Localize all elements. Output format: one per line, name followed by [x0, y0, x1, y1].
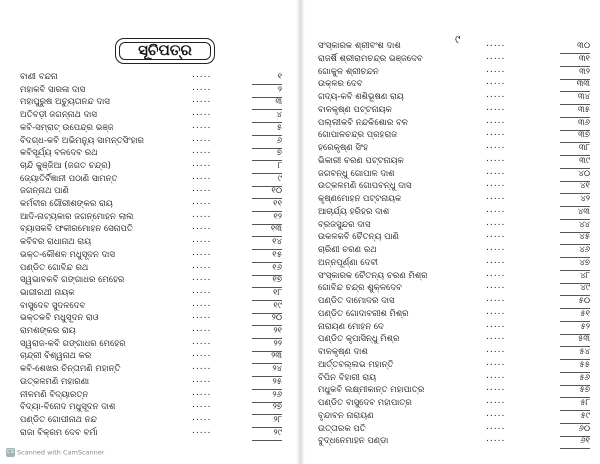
entry-page-number: ୩୯	[579, 155, 590, 166]
dot-leader: .....	[192, 235, 212, 246]
entry-page-number: ୨୫	[272, 376, 282, 387]
entry-title: ଗୋପାଳଚନ୍ଦ୍ର ପ୍ରହରାଜ	[318, 130, 398, 141]
dot-leader: .....	[192, 146, 212, 157]
entry-title: ପଣ୍ଡିତ ଦାମୋଦର ଦାସ	[318, 296, 395, 306]
dot-leader: .....	[486, 332, 506, 343]
entry-title: ଜଗନ୍ନାଥ ପାଣି	[20, 186, 69, 197]
entry-title: ଭକ୍ତକବି ମଧୁସୂଦନ ରାଓ	[20, 313, 99, 324]
entry-page-number: ୫୫	[579, 359, 590, 370]
dot-leader: .....	[486, 192, 506, 202]
page-title: ସୂଚିପତ୍ର	[138, 41, 192, 59]
entry-page-number: ୫୬	[579, 372, 590, 383]
dot-leader: .....	[486, 90, 506, 100]
entry-page-number: ୩୬	[577, 117, 590, 128]
entry-page-number: ୬୦	[578, 423, 590, 434]
dot-leader: .....	[486, 166, 506, 177]
entry-title: ଆର୍ତ୍ତବଲ୍ଲଭ ମହାନ୍ତି	[318, 359, 394, 370]
dot-leader: .....	[192, 273, 212, 284]
entry-title: ବ୍ରଜସୁନ୍ଦର ଦାସ	[318, 219, 371, 230]
dot-leader: .....	[486, 357, 506, 368]
entry-page-number: ୨୩	[271, 351, 282, 362]
dot-leader: .....	[192, 336, 212, 347]
entry-page-number: ୪	[276, 110, 282, 121]
dot-leader: .....	[192, 374, 212, 385]
entry-page-number: ୧୪	[272, 237, 282, 248]
entry-page-number: ୪୩	[577, 206, 590, 217]
dot-leader: .....	[486, 345, 506, 355]
dot-leader: .....	[486, 179, 506, 190]
entry-title: କବି-ଶେଖର ଚିନ୍ତାମଣି ମହାନ୍ତି	[20, 364, 121, 375]
entry-page-number: ୨୯	[273, 427, 282, 438]
book-gutter	[296, 0, 305, 464]
dot-leader: .....	[192, 108, 212, 119]
entry-page-number: ୧୦	[271, 186, 282, 197]
entry-page-number: ୬୧	[580, 436, 590, 447]
dot-leader: .....	[486, 153, 506, 164]
entry-page-number: ୨୭	[272, 402, 282, 413]
entry-title: ପଣ୍ଡିତ ଗୋପୀନାଥ ନନ୍ଦ	[20, 414, 97, 425]
entry-title: ବୃନ୍ଦାବନ ନାରାୟଣ	[318, 410, 374, 421]
scanner-watermark	[6, 448, 104, 457]
entry-title: ଅତିବଡ଼ୀ ଜଗନ୍ନାଥ ଦାସ	[20, 110, 97, 121]
entry-page-number: ୩୦	[577, 41, 590, 51]
entry-title: ବାଳକୃଷ୍ଣ ପଟ୍ଟନାୟକ	[318, 104, 392, 115]
entry-title: ଉତ୍ତାରକ ପତି	[318, 423, 366, 434]
dot-leader: .....	[192, 209, 212, 220]
entry-page-number: ୨୮	[273, 414, 282, 425]
entry-page-number: ୫୨	[580, 321, 590, 332]
entry-page-number: ୨	[277, 84, 282, 95]
entry-title: କୃଷ୍ଣମୋହନ ପଟ୍ଟନାୟକ	[318, 194, 402, 204]
entry-page-number: ୭	[276, 148, 282, 159]
entry-page-number: ୧୫	[272, 249, 282, 260]
entry-page-number: ୨୦	[271, 313, 282, 324]
dot-leader: .....	[192, 222, 212, 233]
entry-title: ପଣ୍ଡିତ ଗୋଦାବରୀଶ ମିଶ୍ର	[318, 308, 409, 319]
dot-leader: .....	[486, 383, 506, 394]
entry-title: ସ୍ୱଭାବକବି ଗଙ୍ଗାଧର ମେହେର	[20, 275, 125, 286]
entry-title: ଜଗବନ୍ଧୁ ଗୋପାଳ ଦାଶ	[318, 168, 395, 179]
entry-page-number: ୨୧	[273, 326, 282, 336]
entry-title: ପଣ୍ଡିତ ଗୋବିନ୍ଦ ରଥ	[20, 262, 89, 273]
entry-page-number: ୨୬	[272, 389, 282, 400]
dot-leader: .....	[192, 362, 212, 373]
dot-leader: .....	[486, 115, 506, 126]
entry-title: ହରେକୃଷ୍ଣ ସିଂହ	[318, 143, 369, 153]
entry-page-number: ୩୧	[578, 53, 590, 64]
entry-page-number: ୧୭	[272, 275, 282, 286]
dot-leader: .....	[486, 204, 506, 215]
entry-page-number: ୮	[277, 160, 282, 171]
dot-leader: .....	[192, 82, 212, 93]
entry-page-number: ୨୪	[272, 364, 282, 375]
entry-title: ପଲ୍ଲୀକବି ନନ୍ଦକିଶୋର ବଳ	[318, 117, 408, 128]
entry-page-number: ୩୨	[579, 66, 590, 77]
entry-title: ଚାନ୍ଦ୍ରୀ ବିଶ୍ୱନାଥ କର	[20, 351, 92, 362]
entry-page-number: ୫୩	[578, 334, 590, 345]
entry-title: ବିପିନ ବିହାରୀ ରାୟ	[318, 372, 377, 383]
dot-leader: .....	[486, 51, 506, 62]
camscanner-logo-icon: CS	[7, 449, 14, 455]
dot-leader: .....	[192, 158, 212, 169]
dot-leader: .....	[486, 281, 506, 292]
entry-page-number: ୧	[277, 72, 282, 82]
entry-title: ଗୋବିନ୍ଦ ଚନ୍ଦ୍ର ଶୁକ୍ଳଦେବ	[318, 283, 402, 294]
entry-page-number: ୫୯	[580, 410, 590, 421]
dot-leader: .....	[192, 95, 212, 106]
dot-leader: .....	[486, 128, 506, 139]
dot-leader: .....	[192, 184, 212, 195]
dot-leader: .....	[192, 349, 212, 360]
entry-title: ଉତ୍କଳମଣି ମହାରଣା	[20, 376, 90, 387]
page-underline	[560, 448, 590, 449]
dot-leader: .....	[486, 370, 506, 381]
entry-page-number: ୫୭	[579, 385, 590, 396]
entry-page-number: ୬	[276, 135, 282, 146]
entry-title: ଭକ୍ତ-କୌଶଳ ମଧୁସୂଦନ ଦାସ	[20, 249, 115, 260]
entry-page-number: ୫୪	[579, 347, 590, 357]
toc-entry	[318, 434, 590, 449]
entry-page-number: ୧୬	[272, 262, 282, 273]
dot-leader: .....	[192, 425, 212, 436]
page-underline	[252, 440, 282, 441]
entry-title: ମହାକବି ସାରଳା ଦାସ	[20, 84, 86, 95]
entry-title: ରାଜର୍ଷି ଶ୍ରୀରାମଚନ୍ଦ୍ର ଭଞ୍ଜଦେବ	[318, 53, 423, 64]
entry-title: ନାରାୟଣ ମୋହନ ଦେ	[318, 321, 384, 332]
entry-title: ବ୍ୟାସକବି ଫକୀରମୋହନ ସେନାପତି	[20, 224, 133, 235]
dot-leader: .....	[486, 243, 506, 253]
dot-leader: .....	[192, 260, 212, 271]
dot-leader: .....	[192, 400, 212, 411]
entry-title: ବାଳକୃଷ୍ଣ ଦାଶ	[318, 347, 368, 357]
entry-page-number: ୪୬	[579, 245, 590, 255]
entry-page-number: ୧୩	[270, 224, 282, 235]
dot-leader: .....	[486, 141, 506, 151]
entry-title: ଗଦ୍ୟ-କବି ଶଶିଭୂଷଣ ରାୟ	[318, 92, 404, 102]
dot-leader: .....	[486, 255, 506, 266]
entry-page-number: ୩୩	[576, 79, 590, 90]
entry-title: ଭାଗୀରଥୀ ନାୟକ	[20, 287, 75, 298]
dot-leader: .....	[192, 285, 212, 296]
entry-title: ଜ୍ୟୋତିର୍ବିଜ୍ଞାନୀ ପଠାଣି ସାମନ୍ତ	[20, 173, 118, 184]
entry-title: ବୁଦ୍ଧନେମାହନ ପଣ୍ଡା	[318, 436, 389, 447]
entry-page-number: ୪୫	[579, 232, 590, 243]
dot-leader: .....	[192, 387, 212, 398]
entry-title: ବିଦ୍ୟା-ବିନୋଦ ମଧୁସୂଦନ ଦାଶ	[20, 402, 116, 413]
dot-leader: .....	[192, 324, 212, 334]
scanner-text: Scanned with CamScanner	[17, 448, 105, 457]
entry-page-number: ୪୪	[579, 219, 590, 230]
entry-title: ଆଦି-ନାଟ୍ୟକାର ଜଗନ୍ମୋହନ ଲାଲ	[20, 211, 134, 222]
entry-page-number: ୩୮	[578, 143, 590, 153]
dot-leader: .....	[192, 247, 212, 258]
dot-leader: .....	[486, 319, 506, 330]
entry-title: ରାଜା ବିକ୍ରମ ଦେବ ବର୍ମା	[20, 427, 98, 438]
entry-page-number: ୫୦	[578, 296, 590, 306]
entry-title: ପଣ୍ଡିତ କୃପାସିନ୍ଧୁ ମିଶ୍ର	[318, 334, 400, 345]
dot-leader: .....	[486, 268, 506, 279]
dot-leader: .....	[486, 306, 506, 317]
dot-leader: .....	[486, 64, 506, 75]
entry-title: ଅନ୍ନପୂର୍ଣ୍ଣା ଦେବୀ	[318, 257, 379, 268]
entry-page-number: ୫୮	[580, 398, 590, 408]
dot-leader: .....	[486, 77, 506, 88]
entry-title: କବି-ସମ୍ରାଟ୍ ଉପେନ୍ଦ୍ର ଭଞ୍ଜ	[20, 122, 114, 133]
toc-entry	[20, 426, 282, 441]
entry-page-number: ୩	[275, 97, 282, 108]
dot-leader: .....	[192, 412, 212, 423]
entry-page-number: ୧୮	[273, 287, 282, 298]
page-number: ୯	[455, 33, 461, 46]
dot-leader: .....	[486, 294, 506, 304]
entry-title: ବିଦଗ୍ଧ-କବି ଅଭିମନ୍ୟୁ ସାମନ୍ତସିଂହାର	[20, 135, 144, 146]
entry-page-number: ୪୦	[578, 168, 590, 179]
dot-leader: .....	[192, 70, 212, 80]
entry-title: କବିସୂର୍ଯ୍ୟ ବଳଦେବ ରଥ	[20, 148, 98, 159]
entry-title: ସ୍ୱରାଜ-କବି ଗଙ୍ଗାଧର ମେହେର	[20, 338, 126, 349]
entry-page-number: ୧୯	[273, 300, 282, 311]
entry-page-number: ୪୮	[580, 270, 590, 281]
dot-leader: .....	[486, 230, 506, 241]
dot-leader: .....	[192, 120, 212, 131]
entry-page-number: ୪୭	[579, 257, 590, 268]
entry-title: ବାସୁଦେବ ସୁଦଳଦେବ	[20, 300, 86, 311]
entry-title: ଉକ୍ଳର ଦେବ	[318, 79, 363, 90]
entry-page-number: ୪୧	[580, 181, 590, 192]
entry-title: କବିବର ରାଧାନାଥ ରାୟ	[20, 237, 92, 248]
entry-title: ରାମଶଙ୍କର ରାୟ	[20, 326, 76, 336]
entry-title: ଉକଳକବି ଚୈତନ୍ୟ ପାଣି	[318, 232, 399, 243]
dot-leader: .....	[192, 311, 212, 322]
entry-title: ନୀଳମଣି ବିଦ୍ୟାରତ୍ନ	[20, 389, 89, 400]
dot-leader: .....	[486, 408, 506, 419]
dot-leader: .....	[192, 197, 212, 207]
entry-title: ମଧୁକବି ଲକ୍ଷ୍ମୀକାନ୍ତ ମହାପାତ୍ର	[318, 385, 425, 396]
entry-page-number: ୪୨	[580, 194, 590, 204]
dot-leader: .....	[192, 133, 212, 144]
dot-leader: .....	[486, 217, 506, 228]
entry-title: ଗୋକୁଳ ଶ୍ରୀଚନ୍ଦନ	[318, 66, 379, 77]
entry-page-number: ୯	[277, 173, 282, 184]
entry-page-number: ୧୧	[273, 199, 282, 209]
entry-page-number: ୨୨	[273, 338, 282, 349]
entry-page-number: ୫୧	[580, 308, 590, 319]
dot-leader: .....	[192, 298, 212, 309]
dot-leader: .....	[486, 421, 506, 432]
entry-page-number: ୩୫	[578, 104, 590, 115]
entry-title: ଆଚାର୍ଯ୍ୟ ହରିହର ଦାଶ	[318, 206, 390, 217]
entry-page-number: ୩୪	[577, 92, 590, 102]
entry-page-number: ୧୨	[273, 211, 282, 222]
dot-leader: .....	[486, 396, 506, 406]
dot-leader: .....	[486, 102, 506, 113]
entry-title: ସଂସ୍କାରକ ଚୈତନ୍ୟ ଚରଣ ମିଶ୍ର	[318, 270, 428, 281]
entry-title: ପଣ୍ଡିତ ବାସୁଦେବ ମହାପାତ୍ର	[318, 398, 412, 408]
entry-title: ଭିକାରୀ ଚରଣ ପଟ୍ଟନାୟକ	[318, 155, 404, 166]
entry-title: ଚାରିଣୀ ଚରଣ ରଥ	[318, 245, 377, 255]
entry-page-number: ୩୭	[578, 130, 590, 141]
title-frame	[115, 38, 215, 64]
entry-title: କର୍ମବୀର ଗୌରୀଶଙ୍କର ରାୟ	[20, 199, 113, 209]
dot-leader: .....	[486, 434, 506, 445]
entry-title: ଚାନ୍ଦି କୁଞ୍ଜିଆ (ଜଗତ ଚନ୍ଦ୍ର)	[20, 160, 111, 171]
entry-page-number: ୫	[276, 122, 282, 133]
dot-leader: .....	[486, 39, 506, 49]
entry-title: ସଂସ୍କାରକ ଶ୍ରୀବଂଶ ଦାଶ	[318, 41, 401, 51]
entry-title: ଉତ୍କଳମଣି ଗୋପବନ୍ଧୁ ଦାସ	[318, 181, 412, 192]
entry-page-number: ୪୯	[580, 283, 590, 294]
dot-leader: .....	[192, 171, 212, 182]
entry-title: ମହାପୁରୁଷ ଅଚ୍ୟୁତାନନ୍ଦ ଦାସ	[20, 97, 110, 108]
entry-title: ବାଣୀ ବନ୍ଦନା	[20, 72, 58, 82]
